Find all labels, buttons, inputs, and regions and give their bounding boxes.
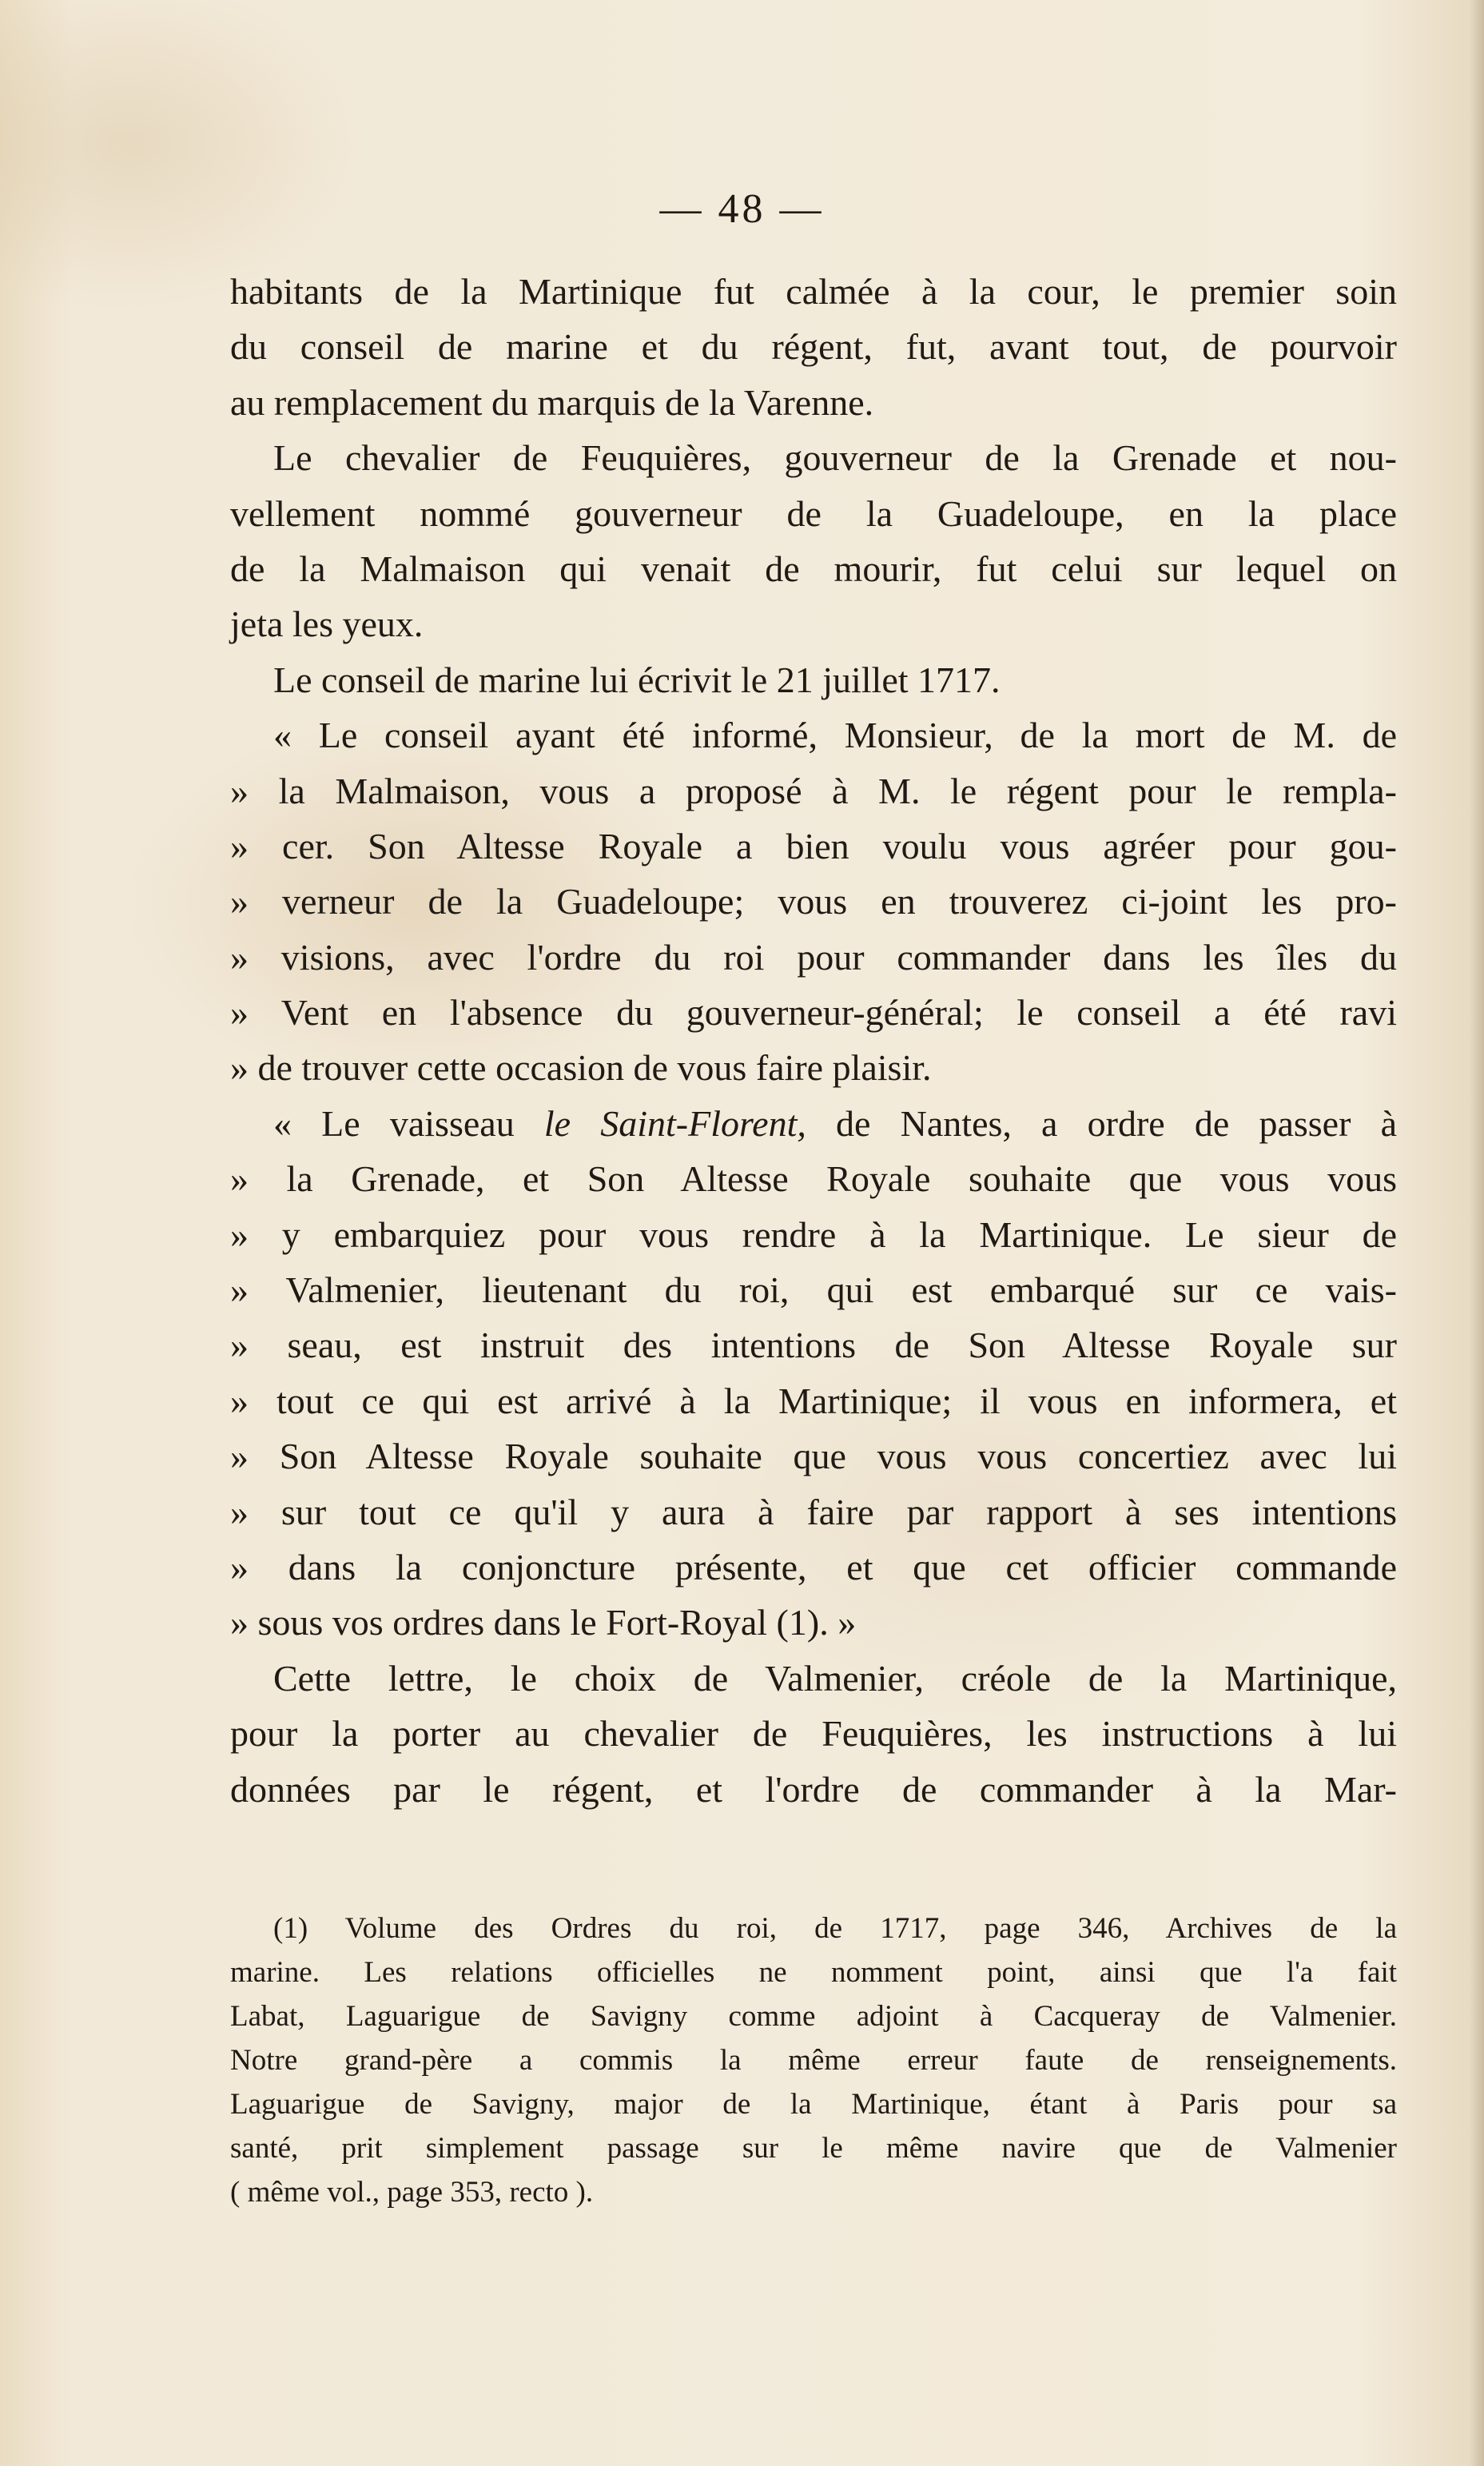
text-line: » de trouver cette occasion de vous faire plaisir. <box>230 1047 932 1089</box>
footnotes <box>230 1906 1397 2214</box>
text-line: » sous vos ordres dans le Fort-Royal (1). » <box>230 1602 857 1643</box>
footnote-line: Laguarigue de Savigny, major de la Martinique, étant à Paris pour sa <box>230 2088 1397 2121</box>
text-line: » la Grenade, et Son Altesse Royale souhaite que vous vous <box>230 1158 1397 1200</box>
text-line <box>230 1096 1397 1151</box>
text-line: » la Malmaison, vous a proposé à M. le régent pour le rempla- <box>230 770 1397 811</box>
text-line: jeta les yeux. <box>230 604 424 645</box>
text-line: » sur tout ce qu'il y aura à faire par rapport à ses intentions <box>230 1491 1397 1532</box>
text-line: Cette lettre, le choix de Valmenier, créole de la Martinique, <box>273 1657 1397 1699</box>
text-line: » Valmenier, lieutenant du roi, qui est embarqué sur ce vais- <box>230 1269 1397 1311</box>
text-line: vellement nommé gouverneur de la Guadeloupe, en la place <box>230 492 1397 534</box>
page-edge-shadow <box>1470 0 1484 2466</box>
footnote-line: marine. Les relations officielles ne nomment point, ainsi que l'a fait <box>230 1956 1397 1989</box>
text-line: Le conseil de marine lui écrivit le 21 juillet 1717. <box>273 659 1001 700</box>
text-segment: de Nantes, a ordre de passer à <box>806 1102 1397 1144</box>
text-line: habitants de la Martinique fut calmée à la cour, le premier soin <box>230 271 1397 312</box>
text-line: » visions, avec l'ordre du roi pour commander dans les îles du <box>230 936 1397 978</box>
footnote-line: Notre grand-père a commis la même erreur faute de renseignements. <box>230 2044 1397 2077</box>
text-line: » tout ce qui est arrivé à la Martinique; il vous en informera, et <box>230 1380 1397 1421</box>
footnote-line: (1) Volume des Ordres du roi, de 1717, page 346, Archives de la <box>273 1912 1397 1945</box>
page-number: — 48 — <box>659 186 825 232</box>
footnote-line: santé, prit simplement passage sur le même navire que de Valmenier <box>230 2132 1397 2165</box>
text-line: données par le régent, et l'ordre de commander à la Mar- <box>230 1768 1397 1810</box>
text-line: du conseil de marine et du régent, fut, avant tout, de pourvoir <box>230 326 1397 368</box>
body-text <box>230 264 1397 1817</box>
text-line: « Le conseil ayant été informé, Monsieur, de la mort de M. de <box>273 715 1397 756</box>
text-line: Le chevalier de Feuquières, gouverneur de la Grenade et nou- <box>273 437 1397 479</box>
text-segment: « Le vaisseau <box>273 1102 544 1144</box>
text-line: » verneur de la Guadeloupe; vous en trouverez ci-joint les pro- <box>230 881 1397 922</box>
footnote-line: ( même vol., page 353, recto ). <box>230 2176 594 2209</box>
text-line: » dans la conjoncture présente, et que cet officier commande <box>230 1546 1397 1588</box>
text-line: au remplacement du marquis de la Varenne. <box>230 381 874 423</box>
footnote-line: Labat, Laguarigue de Savigny comme adjoint à Cacqueray de Valmenier. <box>230 2000 1397 2033</box>
text-line: » Son Altesse Royale souhaite que vous vous concertiez avec lui <box>230 1436 1397 1477</box>
ship-name: le Saint-Florent, <box>543 1102 806 1144</box>
text-line: » y embarquiez pour vous rendre à la Martinique. Le sieur de <box>230 1213 1397 1255</box>
text-line: de la Malmaison qui venait de mourir, fut celui sur lequel on <box>230 548 1397 589</box>
text-line: » Vent en l'absence du gouverneur-général; le conseil a été ravi <box>230 992 1397 1034</box>
text-line: pour la porter au chevalier de Feuquières, les instructions à lui <box>230 1713 1397 1755</box>
text-line: » cer. Son Altesse Royale a bien voulu vous agréer pour gou- <box>230 825 1397 866</box>
text-line: » seau, est instruit des intentions de Son Altesse Royale sur <box>230 1325 1397 1366</box>
